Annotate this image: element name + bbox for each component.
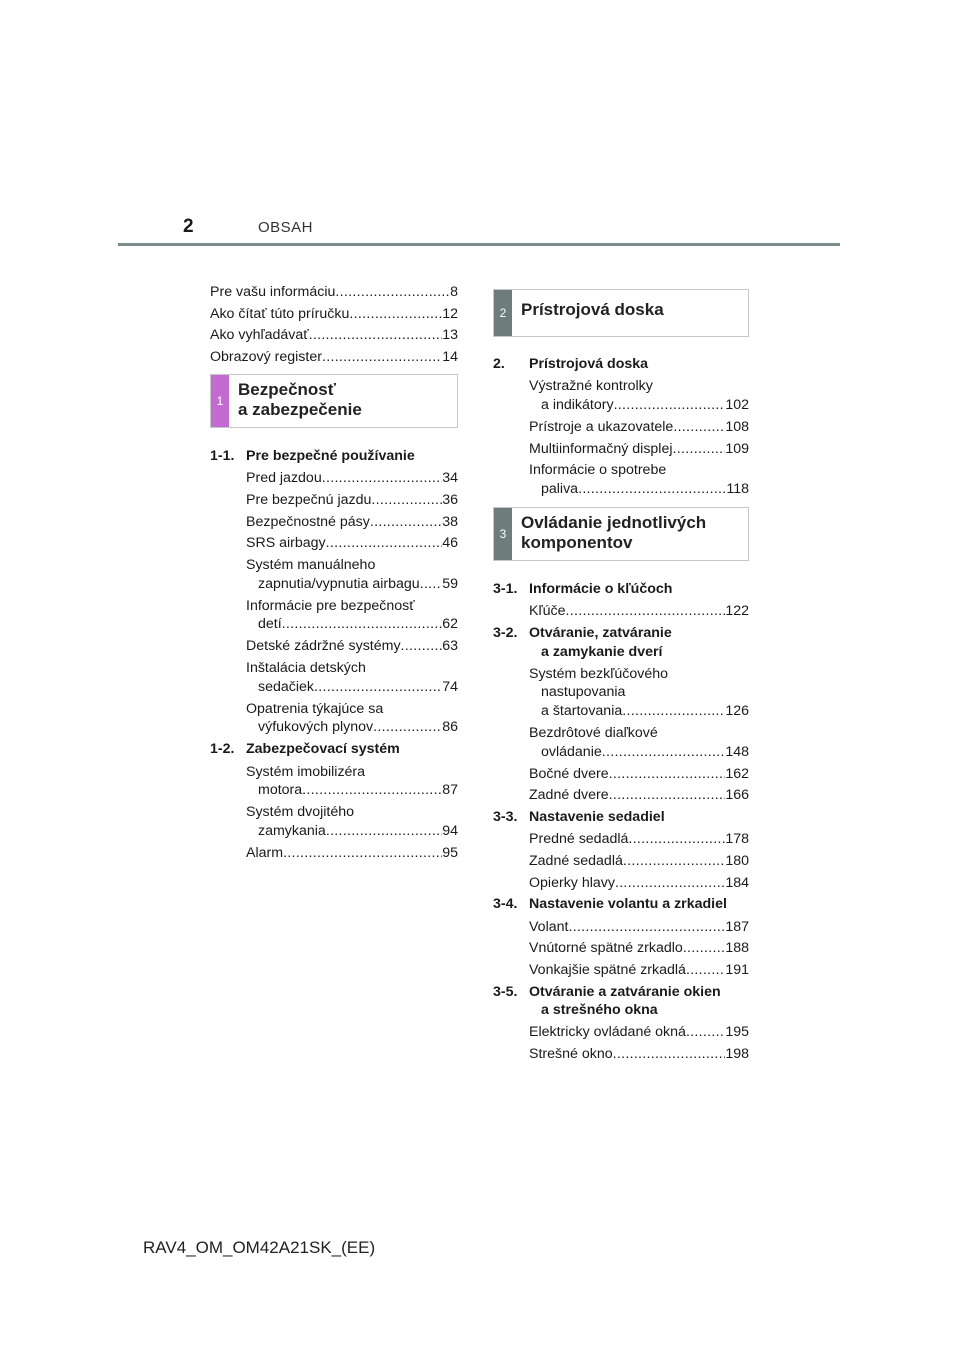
chapter-title: Bezpečnosť a zabezpečenie	[238, 380, 362, 420]
toc-entry[interactable]: Elektricky ovládané okná ..... 195	[529, 1023, 749, 1041]
toc-entry[interactable]: Inštalácia detských sedačiek ..... 74	[246, 659, 458, 696]
toc-left-column	[210, 283, 458, 866]
toc-entry[interactable]: Systém imobilizéra motora ..... 87	[246, 763, 458, 800]
toc-entry[interactable]: Prístroje a ukazovatele ..... 108	[529, 418, 749, 436]
chapter-3-header[interactable]	[493, 507, 749, 561]
toc-entry[interactable]: Výstražné kontrolky a indikátory ..... 102	[529, 377, 749, 414]
toc-entry[interactable]: Pre vašu informáciu ..... 8	[210, 283, 458, 301]
toc-entry[interactable]: Volant ..... 187	[529, 918, 749, 936]
toc-entry[interactable]: Strešné okno ..... 198	[529, 1045, 749, 1063]
page-title: OBSAH	[258, 219, 314, 236]
section-heading[interactable]: 1-1. Pre bezpečné používanie	[210, 448, 415, 465]
toc-entry[interactable]: Detské zádržné systémy ..... 63	[246, 637, 458, 655]
document-code: RAV4_OM_OM42A21SK_(EE)	[143, 1238, 376, 1257]
chapter-2-header[interactable]	[493, 289, 749, 337]
toc-entry[interactable]: Informácie o spotrebe paliva ..... 118	[529, 461, 749, 498]
toc-entry[interactable]: Obrazový register ..... 14	[210, 348, 458, 366]
section-heading[interactable]: 3-2. Otváranie, zatváranie a zamykanie dverí	[493, 625, 672, 660]
toc-entry[interactable]: Opatrenia týkajúce sa výfukových plynov ..... 86	[246, 700, 458, 737]
toc-entry[interactable]: Multiinformačný displej ..... 109	[529, 440, 749, 458]
toc-entry[interactable]: Systém manuálneho zapnutia/vypnutia airbagu ..... 59	[246, 556, 458, 593]
toc-entry[interactable]: Pre bezpečnú jazdu ..... 36	[246, 491, 458, 509]
toc-entry[interactable]: Zadné sedadlá ..... 180	[529, 852, 749, 870]
chapter-1-header[interactable]	[210, 374, 458, 428]
section-heading[interactable]: 3-1. Informácie o kľúčoch	[493, 581, 673, 598]
toc-entry[interactable]: Zadné dvere ..... 166	[529, 786, 749, 804]
toc-entry[interactable]: Predné sedadlá ..... 178	[529, 830, 749, 848]
chapter-title: Ovládanie jednotlivých komponentov	[521, 513, 707, 553]
section-heading[interactable]: 3-4. Nastavenie volantu a zrkadiel	[493, 896, 727, 913]
chapter-title: Prístrojová doska	[521, 300, 664, 319]
toc-entry[interactable]: Vnútorné spätné zrkadlo ..... 188	[529, 939, 749, 957]
toc-entry[interactable]: Pred jazdou ..... 34	[246, 469, 458, 487]
toc-entry[interactable]: Systém dvojitého zamykania ..... 94	[246, 803, 458, 840]
chapter-number-tab: 1	[211, 375, 229, 427]
section-heading[interactable]: 3-3. Nastavenie sedadiel	[493, 809, 665, 826]
toc-entry[interactable]: Alarm ..... 95	[246, 844, 458, 862]
toc-entry[interactable]: Systém bezkľúčového nastupovania a štartovania ..... 126	[529, 665, 749, 721]
toc-entry[interactable]: Bezdrôtové diaľkové ovládanie ..... 148	[529, 724, 749, 761]
toc-right-column	[493, 281, 749, 1067]
chapter-number-tab: 2	[494, 290, 512, 336]
toc-entry[interactable]: Ako čítať túto príručku ..... 12	[210, 305, 458, 323]
toc-entry[interactable]: Informácie pre bezpečnosť detí ..... 62	[246, 597, 458, 634]
toc-entry[interactable]: Ako vyhľadávať ..... 13	[210, 326, 458, 344]
section-heading[interactable]: 3-5. Otváranie a zatváranie okien a strešného okna	[493, 983, 721, 1019]
section-heading[interactable]: 2. Prístrojová doska	[493, 356, 649, 372]
toc-entry[interactable]: Opierky hlavy ..... 184	[529, 874, 749, 892]
toc-entry[interactable]: Bezpečnostné pásy ..... 38	[246, 513, 458, 531]
page-number: 2	[183, 216, 194, 237]
toc-entry[interactable]: Bočné dvere ..... 162	[529, 765, 749, 783]
toc-entry[interactable]: Kľúče ..... 122	[529, 602, 749, 620]
toc-entry[interactable]: Vonkajšie spätné zrkadlá ..... 191	[529, 961, 749, 979]
header-divider	[118, 243, 840, 246]
section-heading[interactable]: 1-2. Zabezpečovací systém	[210, 741, 400, 758]
toc-entry[interactable]: SRS airbagy ..... 46	[246, 534, 458, 552]
chapter-number-tab: 3	[494, 508, 512, 560]
